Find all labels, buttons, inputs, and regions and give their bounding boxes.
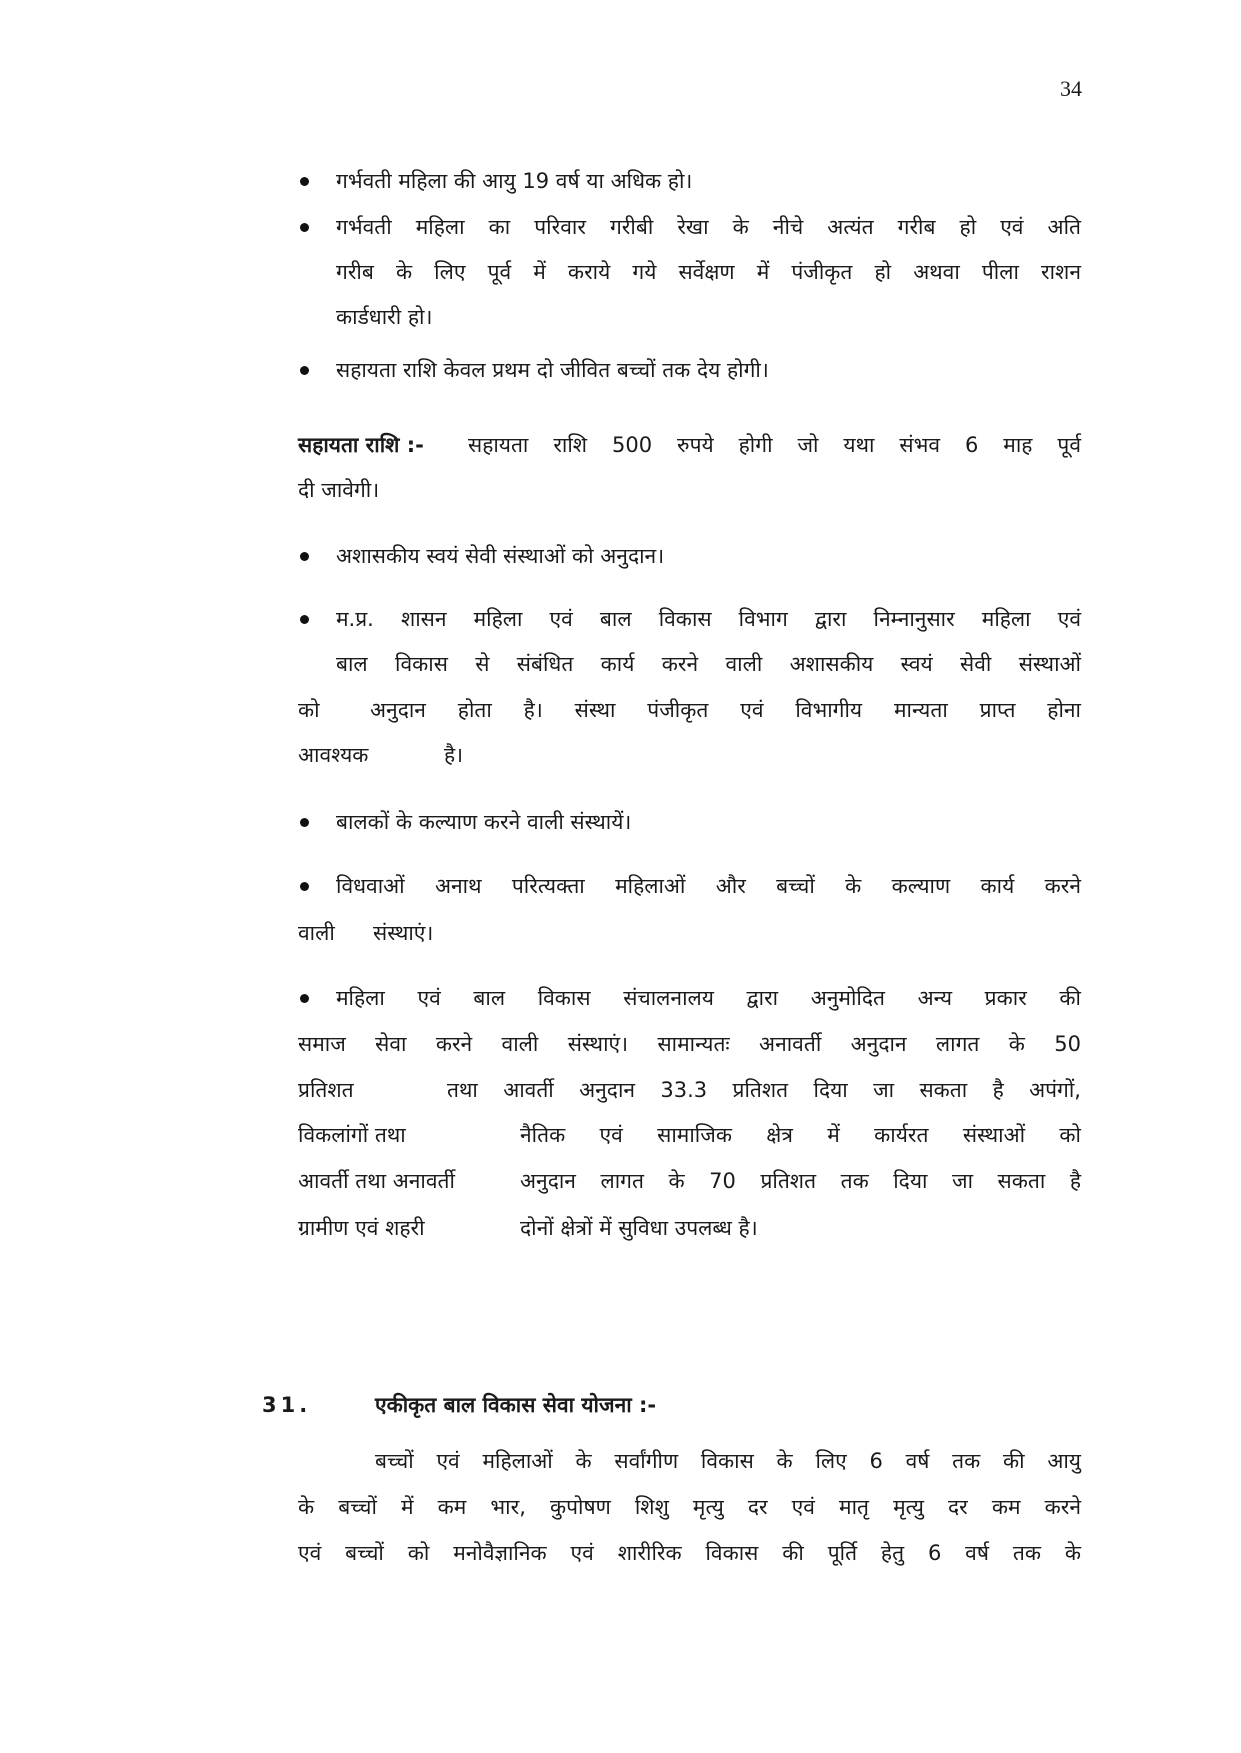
- other-orgs-text: दोनों क्षेत्रों में सुविधा उपलब्ध है।: [520, 1216, 758, 1240]
- other-orgs-text: विकलांगों तथा: [298, 1123, 406, 1147]
- bullet-icon: [300, 552, 309, 561]
- grant-text: अनुदान होता है। संस्था पंजीकृत एवं विभागीय मान्यता प्राप्त होना: [370, 698, 1081, 722]
- section-text: के बच्चों में कम भार, कुपोषण शिशु मृत्यु दर एवं मातृ मृत्यु दर कम करने: [298, 1495, 1081, 1519]
- bullet-icon: [300, 177, 309, 186]
- bullet-icon: [300, 615, 309, 624]
- other-orgs-text: समाज सेवा करने वाली संस्थाएं। सामान्यतः अनावर्ती अनुदान लागत के 50: [298, 1032, 1081, 1056]
- bullet-icon: [300, 223, 309, 232]
- bullet-icon: [300, 366, 309, 375]
- widow-welfare-text: संस्थाएं।: [373, 921, 434, 945]
- grant-heading: अशासकीय स्वयं सेवी संस्थाओं को अनुदान।: [336, 544, 665, 568]
- bullet-icon: [300, 994, 309, 1003]
- bullet-icon: [300, 882, 309, 891]
- other-orgs-text: तथा आवर्ती अनुदान 33.3 प्रतिशत दिया जा सकता है अपंगों,: [447, 1078, 1081, 1102]
- grant-text: बाल विकास से संबंधित कार्य करने वाली अशासकीय स्वयं सेवी संस्थाओं: [336, 652, 1081, 676]
- page-number: 34: [1060, 76, 1082, 101]
- grant-text: को: [298, 698, 320, 722]
- assistance-text: सहायता राशि 500 रुपये होगी जो यथा संभव 6 माह पूर्व: [468, 433, 1081, 457]
- bullet-text: गर्भवती महिला का परिवार गरीबी रेखा के नीचे अत्यंत गरीब हो एवं अति: [336, 215, 1081, 239]
- other-orgs-text: अनुदान लागत के 70 प्रतिशत तक दिया जा सकता है: [520, 1169, 1081, 1193]
- bullet-icon: [300, 818, 309, 827]
- grant-text: है।: [444, 743, 464, 767]
- section-number: 31.: [262, 1393, 312, 1417]
- grant-text: आवश्यक: [298, 743, 369, 767]
- child-welfare-text: बालकों के कल्याण करने वाली संस्थायें।: [336, 810, 632, 834]
- bullet-text: गर्भवती महिला की आयु 19 वर्ष या अधिक हो।: [336, 169, 693, 193]
- widow-welfare-text: वाली: [298, 921, 335, 945]
- section-title: एकीकृत बाल विकास सेवा योजना :-: [375, 1393, 657, 1417]
- other-orgs-text: ग्रामीण एवं शहरी: [298, 1216, 425, 1240]
- grant-text: म.प्र. शासन महिला एवं बाल विकास विभाग द्वारा निम्नानुसार महिला एवं: [336, 607, 1081, 631]
- other-orgs-text: महिला एवं बाल विकास संचालनालय द्वारा अनुमोदित अन्य प्रकार की: [336, 986, 1081, 1010]
- other-orgs-text: नैतिक एवं सामाजिक क्षेत्र में कार्यरत संस्थाओं को: [520, 1123, 1081, 1147]
- bullet-text: सहायता राशि केवल प्रथम दो जीवित बच्चों तक देय होगी।: [336, 358, 769, 382]
- other-orgs-text: प्रतिशत: [298, 1078, 354, 1102]
- section-text: एवं बच्चों को मनोवैज्ञानिक एवं शारीरिक विकास की पूर्ति हेतु 6 वर्ष तक के: [298, 1541, 1081, 1565]
- assistance-text: दी जावेगी।: [298, 478, 380, 502]
- bullet-text: कार्डधारी हो।: [336, 305, 433, 329]
- bullet-text: गरीब के लिए पूर्व में कराये गये सर्वेक्षण में पंजीकृत हो अथवा पीला राशन: [336, 260, 1081, 284]
- assistance-label: सहायता राशि :-: [298, 433, 424, 457]
- other-orgs-text: आवर्ती तथा अनावर्ती: [298, 1169, 455, 1193]
- section-text: बच्चों एवं महिलाओं के सर्वांगीण विकास के लिए 6 वर्ष तक की आयु: [375, 1449, 1081, 1473]
- widow-welfare-text: विधवाओं अनाथ परित्यक्ता महिलाओं और बच्चों के कल्याण कार्य करने: [336, 874, 1081, 898]
